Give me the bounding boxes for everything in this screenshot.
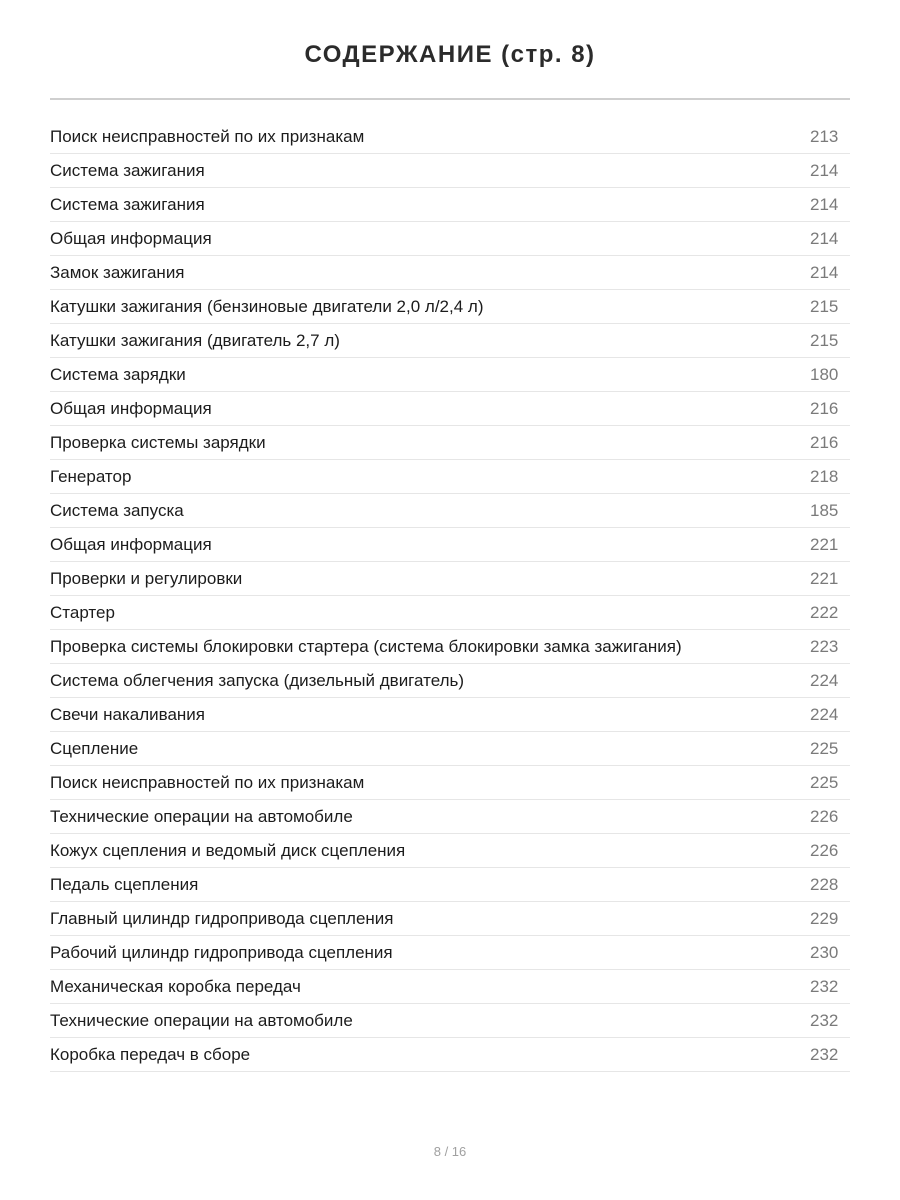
toc-entry-page-number: 215 bbox=[810, 330, 839, 350]
toc-entry[interactable] bbox=[50, 324, 850, 358]
toc-entry[interactable] bbox=[50, 902, 850, 936]
toc-entry-page-number: 226 bbox=[810, 806, 839, 826]
page-title: СОДЕРЖАНИЕ (стр. 8) bbox=[304, 41, 596, 68]
toc-entry-label: Проверки и регулировки bbox=[50, 568, 243, 588]
toc-entry-page-number: 180 bbox=[810, 364, 839, 384]
toc-entry-page-number: 185 bbox=[810, 500, 839, 520]
toc-entry[interactable] bbox=[50, 800, 850, 834]
toc-entry[interactable] bbox=[50, 1038, 850, 1072]
toc-entry[interactable] bbox=[50, 154, 850, 188]
toc-entry-page-number: 221 bbox=[810, 568, 839, 588]
toc-entry-page-number: 232 bbox=[810, 976, 839, 996]
toc-entry-page-number: 224 bbox=[810, 670, 839, 690]
toc-entry-label: Генератор bbox=[50, 466, 132, 486]
toc-entry-page-number: 223 bbox=[810, 636, 839, 656]
toc-entry-label: Система зарядки bbox=[50, 364, 186, 384]
toc-entry[interactable] bbox=[50, 732, 850, 766]
toc-entry-label: Механическая коробка передач bbox=[50, 976, 301, 996]
toc-entry-page-number: 230 bbox=[810, 942, 839, 962]
toc-entry-page-number: 216 bbox=[810, 398, 839, 418]
toc-entry[interactable] bbox=[50, 698, 850, 732]
toc-entry-label: Общая информация bbox=[50, 398, 212, 418]
toc-entry-label: Технические операции на автомобиле bbox=[50, 806, 353, 826]
toc-entry[interactable] bbox=[50, 936, 850, 970]
toc-entry-label: Проверка системы зарядки bbox=[50, 432, 266, 452]
toc-entry[interactable] bbox=[50, 358, 850, 392]
toc-entry-label: Система зажигания bbox=[50, 160, 205, 180]
toc-entry-page-number: 213 bbox=[810, 126, 839, 146]
toc-entry[interactable] bbox=[50, 970, 850, 1004]
toc-entry-label: Поиск неисправностей по их признакам bbox=[50, 772, 365, 792]
toc-entry-label: Главный цилиндр гидропривода сцепления bbox=[50, 908, 394, 928]
toc-entry-page-number: 214 bbox=[810, 228, 839, 248]
toc-entry[interactable] bbox=[50, 528, 850, 562]
toc-entry-label: Технические операции на автомобиле bbox=[50, 1010, 353, 1030]
toc-entry[interactable] bbox=[50, 562, 850, 596]
table-of-contents bbox=[50, 120, 850, 1072]
toc-entry-label: Система запуска bbox=[50, 500, 184, 520]
toc-entry-page-number: 215 bbox=[810, 296, 839, 316]
toc-entry[interactable] bbox=[50, 766, 850, 800]
toc-entry[interactable] bbox=[50, 834, 850, 868]
toc-entry[interactable] bbox=[50, 392, 850, 426]
toc-entry-label: Катушки зажигания (двигатель 2,7 л) bbox=[50, 330, 340, 350]
toc-entry[interactable] bbox=[50, 630, 850, 664]
toc-entry-page-number: 221 bbox=[810, 534, 839, 554]
toc-entry-page-number: 222 bbox=[810, 602, 839, 622]
toc-entry-label: Кожух сцепления и ведомый диск сцепления bbox=[50, 840, 406, 860]
toc-entry[interactable] bbox=[50, 426, 850, 460]
toc-entry-page-number: 232 bbox=[810, 1044, 839, 1064]
toc-entry[interactable] bbox=[50, 1004, 850, 1038]
title-divider bbox=[50, 98, 850, 100]
toc-entry[interactable] bbox=[50, 290, 850, 324]
toc-entry-label: Стартер bbox=[50, 602, 115, 622]
toc-entry-label: Замок зажигания bbox=[50, 262, 185, 282]
toc-entry-page-number: 224 bbox=[810, 704, 839, 724]
toc-entry-page-number: 216 bbox=[810, 432, 839, 452]
toc-entry-page-number: 232 bbox=[810, 1010, 839, 1030]
toc-entry[interactable] bbox=[50, 222, 850, 256]
toc-entry-page-number: 228 bbox=[810, 874, 839, 894]
toc-entry[interactable] bbox=[50, 494, 850, 528]
toc-entry-label: Сцепление bbox=[50, 738, 139, 758]
toc-entry-label: Система зажигания bbox=[50, 194, 205, 214]
toc-entry-page-number: 214 bbox=[810, 160, 839, 180]
toc-entry-page-number: 214 bbox=[810, 262, 839, 282]
toc-entry[interactable] bbox=[50, 188, 850, 222]
toc-entry-label: Проверка системы блокировки стартера (система блокировки замка зажигания) bbox=[50, 636, 682, 656]
toc-entry-page-number: 226 bbox=[810, 840, 839, 860]
toc-entry-label: Система облегчения запуска (дизельный двигатель) bbox=[50, 670, 465, 690]
toc-entry-label: Педаль сцепления bbox=[50, 874, 199, 894]
toc-entry-label: Общая информация bbox=[50, 228, 212, 248]
toc-entry-label: Свечи накаливания bbox=[50, 704, 205, 724]
toc-entry-label: Рабочий цилиндр гидропривода сцепления bbox=[50, 942, 393, 962]
toc-entry-page-number: 225 bbox=[810, 738, 839, 758]
toc-entry-page-number: 229 bbox=[810, 908, 839, 928]
toc-entry-label: Коробка передач в сборе bbox=[50, 1044, 251, 1064]
document-page bbox=[50, 0, 850, 1200]
toc-entry[interactable] bbox=[50, 664, 850, 698]
toc-entry-label: Поиск неисправностей по их признакам bbox=[50, 126, 365, 146]
page-indicator: 8 / 16 bbox=[433, 1144, 467, 1159]
toc-entry[interactable] bbox=[50, 256, 850, 290]
toc-entry-page-number: 214 bbox=[810, 194, 839, 214]
toc-entry-label: Общая информация bbox=[50, 534, 212, 554]
toc-entry[interactable] bbox=[50, 120, 850, 154]
toc-entry[interactable] bbox=[50, 868, 850, 902]
toc-entry-label: Катушки зажигания (бензиновые двигатели 2,0 л/2,4 л) bbox=[50, 296, 484, 316]
toc-entry[interactable] bbox=[50, 460, 850, 494]
toc-entry[interactable] bbox=[50, 596, 850, 630]
toc-entry-page-number: 225 bbox=[810, 772, 839, 792]
toc-entry-page-number: 218 bbox=[810, 466, 839, 486]
